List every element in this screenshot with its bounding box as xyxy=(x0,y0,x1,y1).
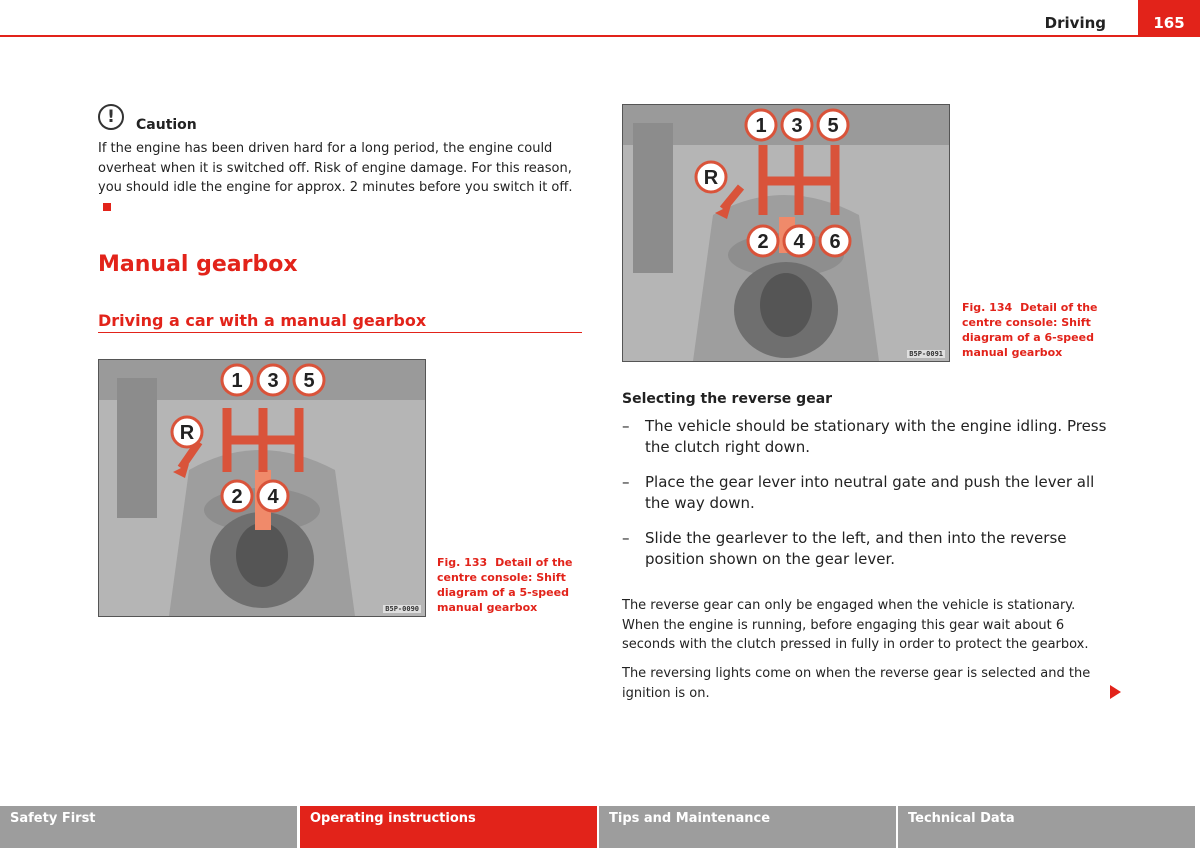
figure-133-image xyxy=(98,359,426,617)
reverse-gear-heading: Selecting the reverse gear xyxy=(622,391,833,407)
gear-label: 3 xyxy=(267,370,279,392)
subsection-heading: Driving a car with a manual gearbox xyxy=(98,311,427,330)
caution-title: Caution xyxy=(136,117,197,133)
gear-label: 4 xyxy=(267,486,279,508)
gear-label: 3 xyxy=(791,115,803,137)
subsection-rule xyxy=(98,332,582,333)
list-item xyxy=(622,416,1112,458)
gear-label: 2 xyxy=(757,231,769,253)
list-dash: – xyxy=(622,417,630,435)
footer-nav xyxy=(0,806,1200,848)
gear-label: 5 xyxy=(303,370,315,392)
footer-tab-tips-and-maintenance[interactable]: Tips and Maintenance xyxy=(599,806,896,848)
figure-code: B5P-0090 xyxy=(385,605,419,613)
pedal xyxy=(117,378,157,518)
figure-caption-text: Detail of the centre console: Shift diagram of a 6-speed manual gearbox xyxy=(962,301,1098,359)
gear-label: R xyxy=(179,422,195,444)
footer-tab-safety-first[interactable]: Safety First xyxy=(0,806,297,848)
list-item xyxy=(622,472,1112,514)
gear-console-5-speed-illustration xyxy=(99,360,425,616)
section-heading: Manual gearbox xyxy=(98,252,298,277)
gear-reverse-group xyxy=(696,162,726,192)
figure-134-caption xyxy=(962,300,1102,360)
gear-knob xyxy=(236,523,288,587)
reverse-steps-list xyxy=(622,416,1112,584)
caution-text-body: If the engine has been driven hard for a long period, the engine could overheat when it is switched off. Risk of engine damage. For this reason, you should idle the engine for approx. 2 minutes before you switch it off. xyxy=(98,141,573,195)
gear-label: R xyxy=(703,167,719,189)
figure-number: Fig. 133 xyxy=(437,556,488,569)
gear-bottom-group xyxy=(748,226,850,256)
end-of-section-icon xyxy=(103,203,111,211)
figure-number: Fig. 134 xyxy=(962,301,1013,314)
gear-label: 4 xyxy=(793,231,805,253)
reverse-note-paragraph: The reverse gear can only be engaged when the vehicle is stationary. When the engine is running, before engaging this gear wait about 6 seconds with the clutch pressed in fully in order to protect the gearbox. xyxy=(622,598,1089,652)
step-text: Slide the gearlever to the left, and then into the reverse position shown on the gear lever. xyxy=(645,529,1067,568)
figure-code: B5P-0091 xyxy=(909,350,943,358)
gear-label: 1 xyxy=(755,115,767,137)
list-dash: – xyxy=(622,529,630,547)
figure-133-caption xyxy=(437,555,577,615)
pedal xyxy=(633,123,673,273)
gear-console-6-speed-illustration xyxy=(623,105,949,361)
gear-label: 2 xyxy=(231,486,243,508)
exclamation-circle-icon: ! xyxy=(98,104,124,130)
gear-knob xyxy=(760,273,812,337)
gear-label: 5 xyxy=(827,115,839,137)
gear-label: 6 xyxy=(829,231,841,253)
list-item xyxy=(622,528,1112,570)
footer-tab-technical-data[interactable]: Technical Data xyxy=(898,806,1195,848)
step-text: Place the gear lever into neutral gate and push the lever all the way down. xyxy=(645,473,1095,512)
caution-text xyxy=(98,139,580,217)
page-number: 165 xyxy=(1138,0,1200,36)
gear-label: 1 xyxy=(231,370,243,392)
header-rule xyxy=(0,35,1200,37)
figure-caption-text: Detail of the centre console: Shift diagram of a 5-speed manual gearbox xyxy=(437,556,573,614)
continue-arrow-icon xyxy=(1110,685,1121,699)
footer-tab-operating-instructions[interactable]: Operating instructions xyxy=(300,806,597,848)
gear-top-group xyxy=(222,365,324,395)
gear-top-group xyxy=(746,110,848,140)
header-section-title: Driving xyxy=(1044,14,1106,32)
figure-134-image xyxy=(622,104,950,362)
step-text: The vehicle should be stationary with the engine idling. Press the clutch right down. xyxy=(645,417,1107,456)
gear-reverse-group xyxy=(172,417,202,447)
reversing-lights-paragraph: The reversing lights come on when the reverse gear is selected and the ignition is on. xyxy=(622,666,1091,701)
list-dash: – xyxy=(622,473,630,491)
